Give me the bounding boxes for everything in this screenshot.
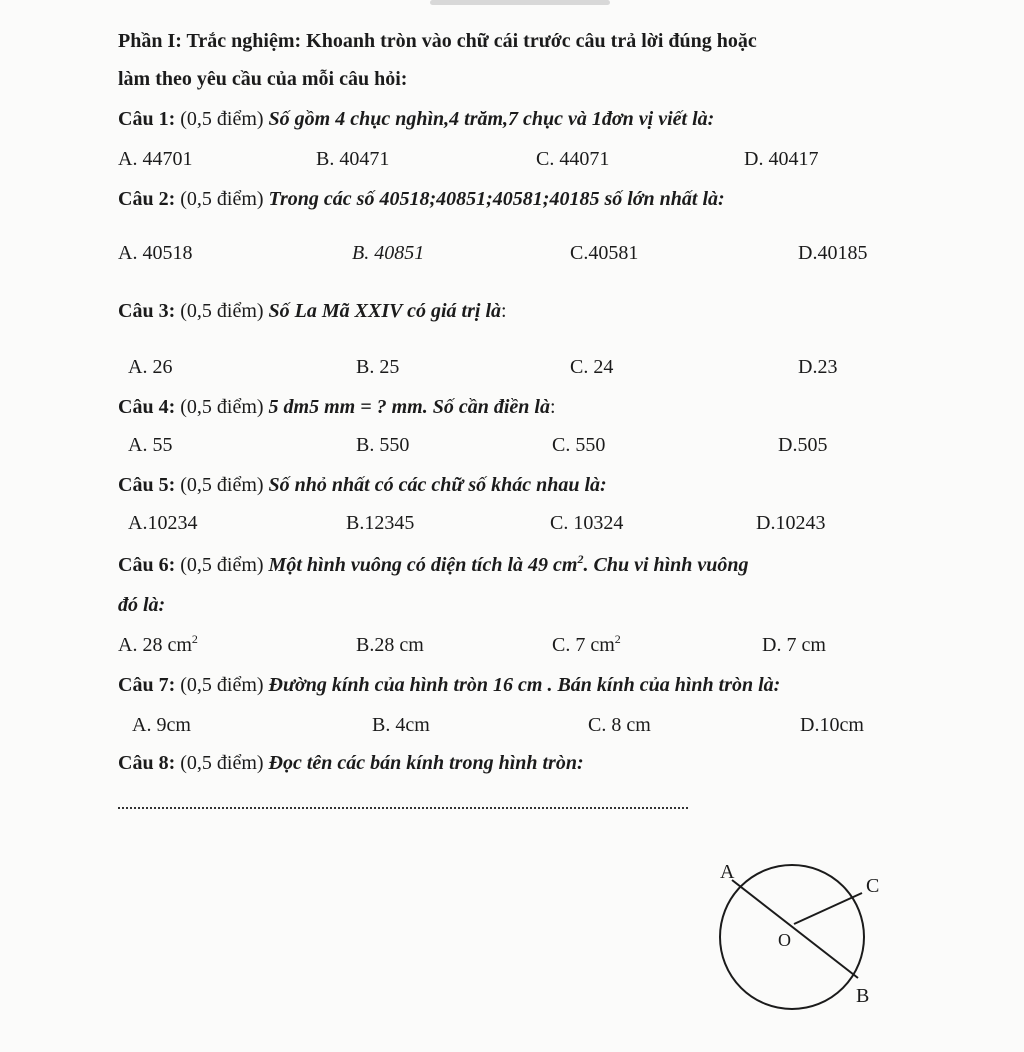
- q3-option-b[interactable]: B. 25: [356, 356, 400, 378]
- question-4-colon: :: [549, 396, 556, 418]
- question-1-label: Câu 1:: [118, 108, 176, 130]
- point-o-label: O: [778, 930, 791, 950]
- question-6-sup: 2: [577, 552, 584, 566]
- question-5-text: Số nhỏ nhất có các chữ số khác nhau là:: [268, 474, 607, 496]
- question-2-points: (0,5 điểm): [175, 188, 269, 210]
- q2-option-c[interactable]: C.40581: [570, 242, 639, 264]
- q4-option-c[interactable]: C. 550: [552, 434, 606, 456]
- q7-option-c[interactable]: C. 8 cm: [588, 714, 651, 736]
- question-5-label: Câu 5:: [118, 474, 176, 496]
- question-3-text: Số La Mã XXIV có giá trị là: [268, 300, 501, 322]
- question-3: [118, 300, 507, 323]
- top-smudge: [430, 0, 610, 5]
- question-4-label: Câu 4:: [118, 396, 176, 418]
- circle-figure: [700, 850, 900, 1030]
- question-4-points: (0,5 điểm): [175, 396, 269, 418]
- q5-option-b[interactable]: B.12345: [346, 512, 415, 534]
- question-5-points: (0,5 điểm): [175, 474, 269, 496]
- question-6-points: (0,5 điểm): [175, 554, 269, 576]
- q6-option-b[interactable]: B.28 cm: [356, 634, 424, 656]
- q4-option-d[interactable]: D.505: [778, 434, 828, 456]
- question-5: [118, 474, 607, 497]
- q1-option-d[interactable]: D. 40417: [744, 148, 819, 170]
- diameter-ab-line: [732, 880, 858, 978]
- radius-oc-line: [794, 893, 862, 924]
- question-7-text: Đường kính của hình tròn 16 cm . Bán kính của hình tròn là:: [268, 674, 781, 696]
- question-7: [118, 674, 780, 697]
- q3-option-a[interactable]: A. 26: [128, 356, 173, 378]
- q6-option-a[interactable]: [118, 634, 198, 657]
- q2-option-a[interactable]: A. 40518: [118, 242, 193, 264]
- question-6-label: Câu 6:: [118, 554, 176, 576]
- q7-option-b[interactable]: B. 4cm: [372, 714, 430, 736]
- question-8-points: (0,5 điểm): [175, 752, 269, 774]
- q6-option-a-text: A. 28 cm: [118, 634, 192, 656]
- q6-option-c-sup: 2: [614, 632, 621, 646]
- section-heading-line2: làm theo yêu cầu của mỗi câu hỏi:: [118, 68, 408, 90]
- q5-option-a[interactable]: A.10234: [128, 512, 198, 534]
- q2-option-b-text: B. 40851: [352, 242, 425, 264]
- q1-option-a[interactable]: A. 44701: [118, 148, 193, 170]
- answer-dotted-line[interactable]: [118, 805, 688, 809]
- point-c-label: C: [866, 875, 880, 897]
- question-3-colon: :: [501, 300, 507, 322]
- q1-option-b[interactable]: B. 40471: [316, 148, 390, 170]
- question-8-text: Đọc tên các bán kính trong hình tròn:: [268, 752, 584, 774]
- q7-option-d[interactable]: D.10cm: [800, 714, 864, 736]
- q5-option-d[interactable]: D.10243: [756, 512, 826, 534]
- q2-option-d[interactable]: D.40185: [798, 242, 868, 264]
- question-1-text: Số gồm 4 chục nghìn,4 trăm,7 chục và 1đơn vị viết là:: [268, 108, 715, 130]
- question-6-text-line2: đó là:: [118, 594, 166, 616]
- q6-option-c[interactable]: [552, 634, 621, 657]
- q3-option-c[interactable]: C. 24: [570, 356, 614, 378]
- question-8-label: Câu 8:: [118, 752, 176, 774]
- question-7-label: Câu 7:: [118, 674, 176, 696]
- q7-option-a[interactable]: A. 9cm: [132, 714, 191, 736]
- q1-option-c[interactable]: C. 44071: [536, 148, 610, 170]
- q4-option-a[interactable]: A. 55: [128, 434, 173, 456]
- q6-option-a-sup: 2: [191, 632, 198, 646]
- question-6: [118, 554, 749, 577]
- question-6-line2: [118, 594, 165, 617]
- section-heading-line1: Phần I: Trắc nghiệm: Khoanh tròn vào chữ cái trước câu trả lời đúng hoặc: [118, 30, 757, 52]
- question-6-text-b: . Chu vi hình vuông: [583, 554, 749, 576]
- question-2: [118, 188, 725, 211]
- q6-option-c-text: C. 7 cm: [552, 634, 615, 656]
- question-1: [118, 108, 714, 131]
- question-1-points: (0,5 điểm): [175, 108, 269, 130]
- question-2-label: Câu 2:: [118, 188, 176, 210]
- question-7-points: (0,5 điểm): [175, 674, 269, 696]
- q4-option-b[interactable]: B. 550: [356, 434, 410, 456]
- question-8: [118, 752, 584, 775]
- question-6-text-a: Một hình vuông có diện tích là 49 cm: [268, 554, 578, 576]
- point-a-label: A: [720, 861, 735, 883]
- question-3-label: Câu 3:: [118, 300, 176, 322]
- q5-option-c[interactable]: C. 10324: [550, 512, 624, 534]
- question-4: [118, 396, 556, 419]
- question-4-text: 5 dm5 mm = ? mm. Số cần điền là: [268, 396, 550, 418]
- q6-option-d[interactable]: D. 7 cm: [762, 634, 826, 656]
- question-3-points: (0,5 điểm): [175, 300, 269, 322]
- q2-option-b[interactable]: [352, 242, 424, 265]
- q3-option-d[interactable]: D.23: [798, 356, 838, 378]
- question-2-text: Trong các số 40518;40851;40581;40185 số lớn nhất là:: [268, 188, 725, 210]
- point-b-label: B: [856, 985, 870, 1007]
